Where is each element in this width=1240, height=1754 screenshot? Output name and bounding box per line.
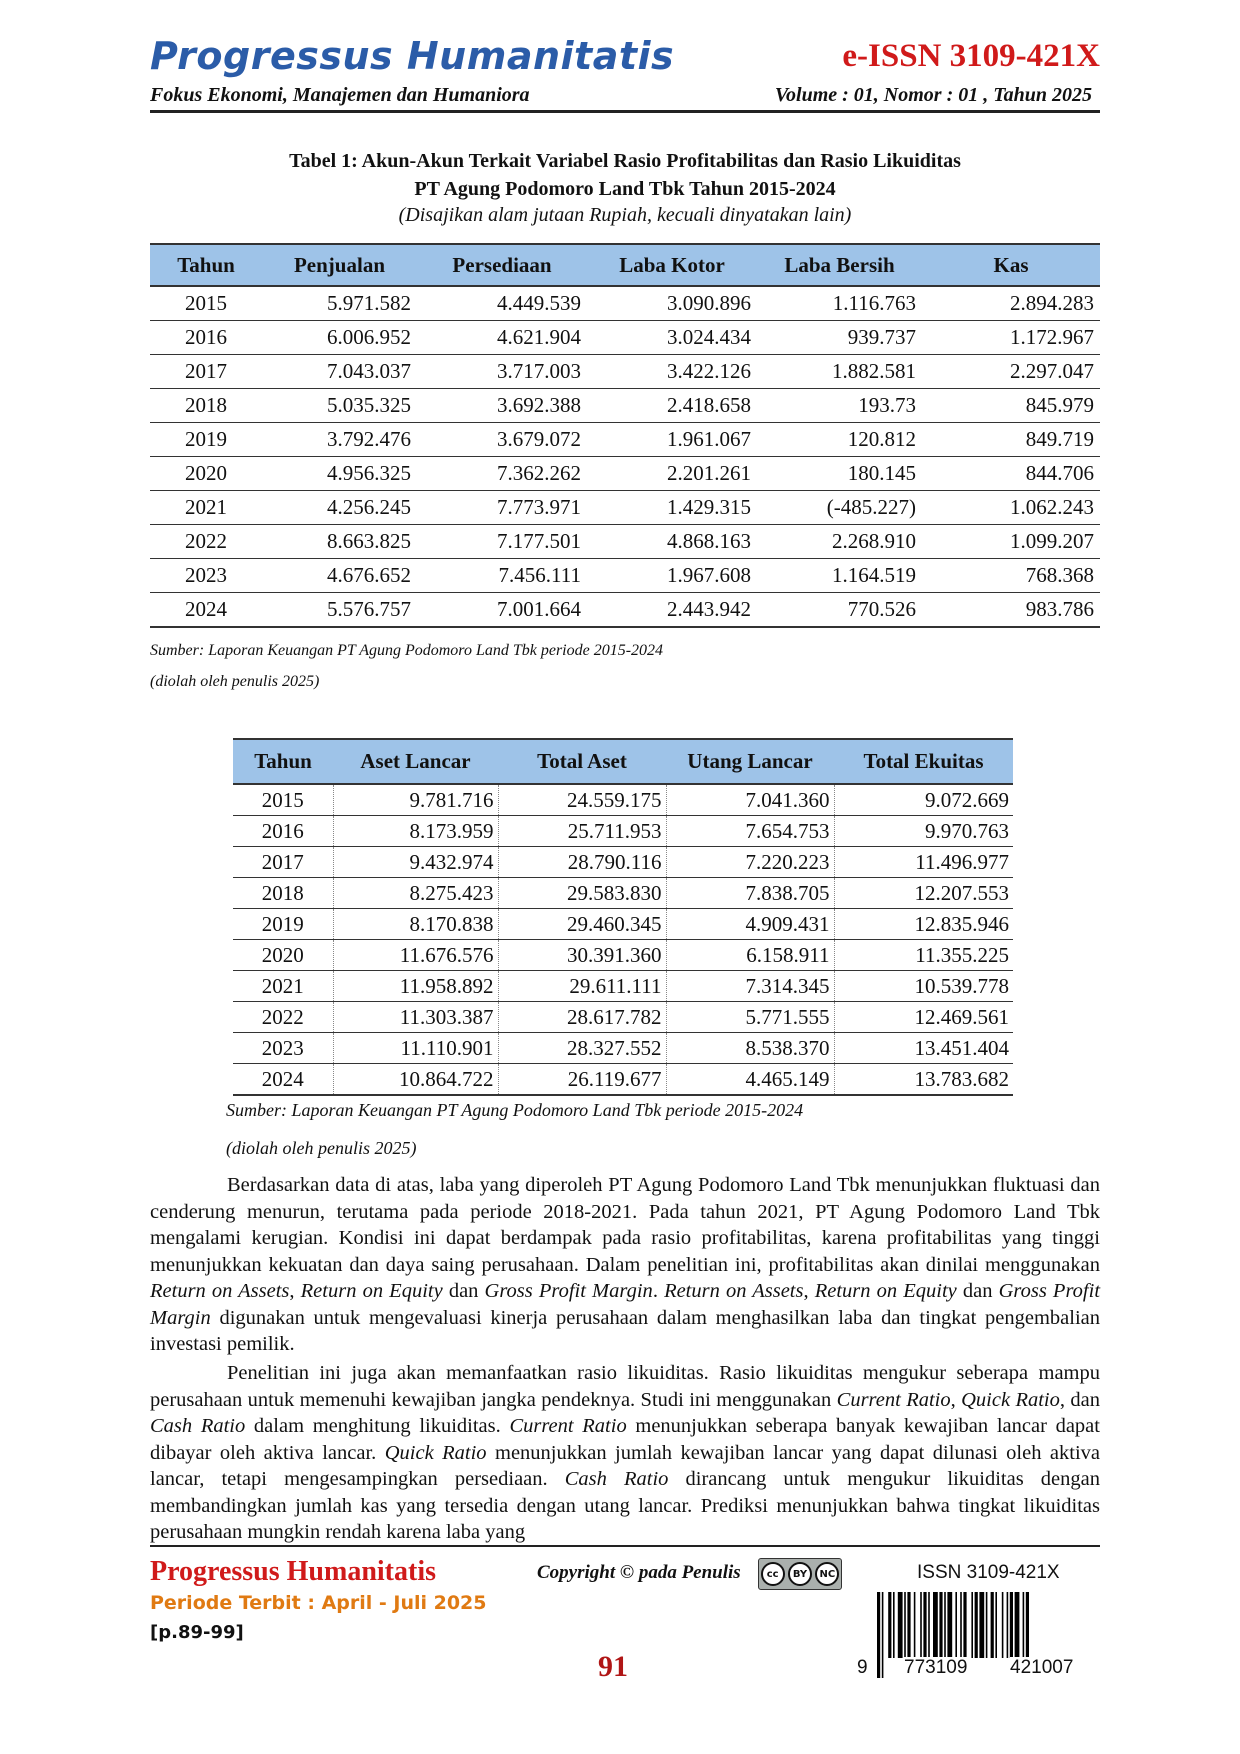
table-cell: 2016 xyxy=(233,816,333,847)
table-cell: 10.539.778 xyxy=(834,971,1013,1002)
table-row xyxy=(233,971,1013,1002)
term-roe: Return on Equity xyxy=(300,1280,443,1302)
barcode-bar xyxy=(963,1592,966,1658)
table2-body xyxy=(233,784,1013,1095)
table-cell: 5.971.582 xyxy=(262,286,417,321)
table-cell: 26.119.677 xyxy=(498,1064,666,1096)
table-cell: 3.090.896 xyxy=(587,286,757,321)
table-cell: 9.970.763 xyxy=(834,816,1013,847)
table-cell: 939.737 xyxy=(757,321,922,355)
barcode-bar xyxy=(991,1592,994,1658)
table-row xyxy=(150,355,1100,389)
table1 xyxy=(150,243,1100,628)
table1-body xyxy=(150,286,1100,627)
table-cell: 2017 xyxy=(150,355,262,389)
barcode-bar xyxy=(1007,1592,1009,1658)
table-cell: 768.368 xyxy=(922,559,1100,593)
table-cell: 9.432.974 xyxy=(333,847,498,878)
comma: , xyxy=(289,1280,301,1302)
term-roa: Return on Assets xyxy=(150,1280,290,1302)
table-cell: 28.617.782 xyxy=(498,1002,666,1033)
table-cell: 12.835.946 xyxy=(834,909,1013,940)
cc-by-icon: BY xyxy=(788,1562,812,1586)
table2-header-row xyxy=(233,739,1013,784)
table-row xyxy=(233,1064,1013,1096)
and-word: dan xyxy=(442,1280,485,1302)
volume-info: Volume : 01, Nomor : 01 , Tahun 2025 xyxy=(774,84,1092,106)
barcode-bar xyxy=(933,1592,938,1658)
barcode-bar xyxy=(1002,1592,1004,1658)
table-row xyxy=(150,525,1100,559)
table-row xyxy=(150,559,1100,593)
table-cell: 1.967.608 xyxy=(587,559,757,593)
footer-period: Periode Terbit : April - Juli 2025 xyxy=(150,1592,487,1614)
term-quick-ratio-2: Quick Ratio xyxy=(384,1441,487,1464)
barcode-bar xyxy=(1010,1592,1013,1658)
term-gpm: Gross Profit Margin xyxy=(484,1280,653,1302)
table-cell: 844.706 xyxy=(922,457,1100,491)
t2-header-total-ekuitas: Total Ekuitas xyxy=(834,739,1013,784)
table-cell: 983.786 xyxy=(922,593,1100,628)
t1-header-penjualan: Penjualan xyxy=(262,244,417,286)
barcode-bar xyxy=(960,1592,962,1658)
table1-processed-note: (diolah oleh penulis 2025) xyxy=(150,673,320,690)
barcode-bar xyxy=(898,1592,903,1658)
table-cell: 3.692.388 xyxy=(417,389,587,423)
table-cell: 120.812 xyxy=(757,423,922,457)
and-comma: , dan xyxy=(1059,1388,1100,1411)
table-cell: 2.201.261 xyxy=(587,457,757,491)
table-cell: 3.792.476 xyxy=(262,423,417,457)
period: . xyxy=(652,1280,665,1302)
table-cell: 1.099.207 xyxy=(922,525,1100,559)
table-row xyxy=(233,940,1013,971)
table-cell: 7.838.705 xyxy=(666,878,834,909)
table-row xyxy=(150,286,1100,321)
table-row xyxy=(150,457,1100,491)
table2 xyxy=(233,738,1013,1096)
t2-header-tahun: Tahun xyxy=(233,739,333,784)
table-cell: 11.303.387 xyxy=(333,1002,498,1033)
term-current-ratio: Current Ratio xyxy=(836,1388,951,1411)
table1-header-row xyxy=(150,244,1100,286)
footer-page-range: [p.89-99] xyxy=(150,1622,244,1643)
table1-caption-unit: (Disajikan alam jutaan Rupiah, kecuali dinyatakan lain) xyxy=(398,204,852,226)
table-cell: 8.275.423 xyxy=(333,878,498,909)
table-cell: 2024 xyxy=(150,593,262,628)
barcode-bar xyxy=(979,1592,984,1658)
table-cell: 7.220.223 xyxy=(666,847,834,878)
table-cell: 2015 xyxy=(150,286,262,321)
t1-header-laba-kotor: Laba Kotor xyxy=(587,244,757,286)
table2-source: Sumber: Laporan Keuangan PT Agung Podomoro Land Tbk periode 2015-2024 xyxy=(226,1100,804,1120)
term-cash-ratio-2: Cash Ratio xyxy=(564,1468,669,1490)
barcode-bar xyxy=(1015,1592,1020,1658)
journal-subtitle: Fokus Ekonomi, Manajemen dan Humaniora xyxy=(150,84,530,106)
cc-icon: cc xyxy=(761,1562,785,1586)
barcode-bar xyxy=(939,1592,942,1658)
barcode-bar xyxy=(995,1592,997,1658)
table-cell: 7.314.345 xyxy=(666,971,834,1002)
body-paragraph-1 xyxy=(150,1172,1100,1358)
footer-divider xyxy=(150,1545,1100,1547)
term-gpm-2: Gross Profit Margin xyxy=(150,1280,1101,1329)
table-cell: 5.035.325 xyxy=(262,389,417,423)
table2-processed-note: (diolah oleh penulis 2025) xyxy=(226,1138,417,1158)
table-row xyxy=(233,1033,1013,1064)
table-row xyxy=(150,491,1100,525)
issn-label: e-ISSN 3109-421X xyxy=(842,38,1100,74)
t2-header-aset-lancar: Aset Lancar xyxy=(333,739,498,784)
table-cell: 30.391.360 xyxy=(498,940,666,971)
t1-header-tahun: Tahun xyxy=(150,244,262,286)
page-number: 91 xyxy=(598,1650,628,1683)
table-cell: 2022 xyxy=(233,1002,333,1033)
barcode-bar xyxy=(877,1592,880,1678)
table-cell: 2021 xyxy=(233,971,333,1002)
table-cell: 4.868.163 xyxy=(587,525,757,559)
cc-nc-icon: NC xyxy=(815,1562,839,1586)
table-cell: 3.717.003 xyxy=(417,355,587,389)
table-cell: 7.362.262 xyxy=(417,457,587,491)
comma-3: , xyxy=(950,1388,962,1411)
copyright-notice: Copyright © pada Penulis xyxy=(537,1562,741,1583)
p1-text-b: digunakan untuk mengevaluasi kinerja perusahaan dalam menghasilkan laba dan tingkat pengembalian investasi pemilik. xyxy=(150,1306,1100,1355)
table-row xyxy=(150,593,1100,628)
table-cell: 13.783.682 xyxy=(834,1064,1013,1096)
table-cell: 7.043.037 xyxy=(262,355,417,389)
barcode-bar xyxy=(975,1592,978,1658)
table-cell: 4.621.904 xyxy=(417,321,587,355)
journal-title: Progressus Humanitatis xyxy=(150,34,675,78)
barcode-digit-prefix: 9 xyxy=(857,1657,868,1678)
table-row xyxy=(233,816,1013,847)
table-cell: 7.177.501 xyxy=(417,525,587,559)
p2-text-c: menunjukkan seberapa banyak kewajiban lancar dapat dibayar oleh aktiva lancar. xyxy=(150,1415,1100,1464)
table-cell: 9.072.669 xyxy=(834,784,1013,816)
table-cell: 3.679.072 xyxy=(417,423,587,457)
table-cell: 5.771.555 xyxy=(666,1002,834,1033)
table-cell: 11.676.576 xyxy=(333,940,498,971)
t1-header-kas: Kas xyxy=(922,244,1100,286)
barcode-issn-label: ISSN 3109-421X xyxy=(917,1562,1060,1583)
barcode-bar xyxy=(914,1592,916,1658)
table-cell: 9.781.716 xyxy=(333,784,498,816)
table-cell: 2018 xyxy=(150,389,262,423)
table-cell: 8.173.959 xyxy=(333,816,498,847)
t2-header-utang-lancar: Utang Lancar xyxy=(666,739,834,784)
table1-caption-title: Tabel 1: Akun-Akun Terkait Variabel Rasio Profitabilitas dan Rasio Likuiditas xyxy=(289,150,961,172)
p1-text-a: Berdasarkan data di atas, laba yang diperoleh PT Agung Podomoro Land Tbk menunjukkan fluktuasi dan cenderung menurun, terutama pada periode 2018-2021. Pada tahun 2021, PT Agung Podomoro Land Tbk mengalami kerugian. Kondisi ini dapat berdampak pada rasio profitabilitas, karena profitabilitas yang tinggi menunjukkan kekuatan dan daya saing perusahaan. Dalam penelitian ini, profitabilitas akan dinilai menggunakan xyxy=(150,1174,1100,1276)
table-cell: 11.958.892 xyxy=(333,971,498,1002)
barcode-bar xyxy=(947,1592,952,1658)
table-cell: 2.268.910 xyxy=(757,525,922,559)
term-current-ratio-2: Current Ratio xyxy=(509,1415,627,1437)
footer-journal-title: Progressus Humanitatis xyxy=(150,1556,436,1587)
table-cell: 4.256.245 xyxy=(262,491,417,525)
table-cell: 2.418.658 xyxy=(587,389,757,423)
barcode-bar xyxy=(971,1592,973,1658)
table-cell: 7.654.753 xyxy=(666,816,834,847)
table-cell: 2024 xyxy=(233,1064,333,1096)
table-row xyxy=(233,909,1013,940)
table-cell: 5.576.757 xyxy=(262,593,417,628)
table-cell: 4.449.539 xyxy=(417,286,587,321)
barcode-bar xyxy=(944,1592,946,1658)
table-cell: 2022 xyxy=(150,525,262,559)
table-cell: 6.006.952 xyxy=(262,321,417,355)
table-cell: 1.429.315 xyxy=(587,491,757,525)
table-cell: 2016 xyxy=(150,321,262,355)
table-cell: 2.894.283 xyxy=(922,286,1100,321)
table-cell: 11.355.225 xyxy=(834,940,1013,971)
table-cell: 2020 xyxy=(150,457,262,491)
table1-source: Sumber: Laporan Keuangan PT Agung Podomoro Land Tbk periode 2015-2024 xyxy=(150,642,664,659)
table-cell: 2021 xyxy=(150,491,262,525)
t1-header-laba-bersih: Laba Bersih xyxy=(757,244,922,286)
table-cell: 7.001.664 xyxy=(417,593,587,628)
table-cell: 4.909.431 xyxy=(666,909,834,940)
table-cell: 4.956.325 xyxy=(262,457,417,491)
table-cell: 6.158.911 xyxy=(666,940,834,971)
table-cell: 13.451.404 xyxy=(834,1033,1013,1064)
table-cell: 7.456.111 xyxy=(417,559,587,593)
table-cell: 2.297.047 xyxy=(922,355,1100,389)
table-cell: 4.676.652 xyxy=(262,559,417,593)
table-cell: 2015 xyxy=(233,784,333,816)
table-cell: 845.979 xyxy=(922,389,1100,423)
table-cell: 8.170.838 xyxy=(333,909,498,940)
barcode-bar xyxy=(923,1592,926,1658)
table-cell: 1.961.067 xyxy=(587,423,757,457)
table-cell: 2019 xyxy=(233,909,333,940)
table1-caption-company: PT Agung Podomoro Land Tbk Tahun 2015-2024 xyxy=(414,178,836,200)
body-paragraph-2 xyxy=(150,1360,1100,1546)
table-cell: (-485.227) xyxy=(757,491,922,525)
table-cell: 193.73 xyxy=(757,389,922,423)
table-cell: 29.460.345 xyxy=(498,909,666,940)
table-cell: 28.790.116 xyxy=(498,847,666,878)
term-roa-2: Return on Assets xyxy=(664,1280,804,1302)
comma-2: , xyxy=(803,1280,815,1302)
table-row xyxy=(233,1002,1013,1033)
table-cell: 2017 xyxy=(233,847,333,878)
table-cell: 24.559.175 xyxy=(498,784,666,816)
barcode-bar xyxy=(893,1592,895,1658)
p2-text-a: Penelitian ini juga akan memanfaatkan rasio likuiditas. Rasio likuiditas mengukur seberapa mampu perusahaan untuk memenuhi kewajiban jangka pendeknya. Studi ini menggunakan xyxy=(150,1362,1100,1411)
term-roe-2: Return on Equity xyxy=(814,1280,957,1302)
barcode-digits-left: 773109 xyxy=(904,1657,968,1678)
table-row xyxy=(233,784,1013,816)
table-cell: 180.145 xyxy=(757,457,922,491)
barcode-bar xyxy=(907,1592,910,1658)
barcode-bar xyxy=(986,1592,988,1658)
barcode-bar xyxy=(1023,1592,1025,1658)
table-cell: 29.583.830 xyxy=(498,878,666,909)
table-cell: 1.882.581 xyxy=(757,355,922,389)
table-cell: 11.496.977 xyxy=(834,847,1013,878)
table-cell: 849.719 xyxy=(922,423,1100,457)
table-cell: 2020 xyxy=(233,940,333,971)
table-cell: 1.172.967 xyxy=(922,321,1100,355)
table-cell: 2.443.942 xyxy=(587,593,757,628)
table-cell: 8.663.825 xyxy=(262,525,417,559)
barcode-bar xyxy=(920,1592,922,1658)
table-row xyxy=(233,878,1013,909)
and-word-2: dan xyxy=(956,1280,999,1302)
header-divider xyxy=(150,110,1100,113)
table-cell: 10.864.722 xyxy=(333,1064,498,1096)
table-cell: 29.611.111 xyxy=(498,971,666,1002)
table-row xyxy=(150,423,1100,457)
table-row xyxy=(150,389,1100,423)
term-quick-ratio: Quick Ratio xyxy=(961,1388,1060,1411)
table-cell: 2023 xyxy=(150,559,262,593)
table-cell: 12.469.561 xyxy=(834,1002,1013,1033)
barcode-bar xyxy=(904,1592,906,1658)
table-cell: 4.465.149 xyxy=(666,1064,834,1096)
table-cell: 12.207.553 xyxy=(834,878,1013,909)
table-row xyxy=(150,321,1100,355)
table-cell: 25.711.953 xyxy=(498,816,666,847)
table-cell: 3.422.126 xyxy=(587,355,757,389)
table-cell: 1.164.519 xyxy=(757,559,922,593)
table-cell: 770.526 xyxy=(757,593,922,628)
table-cell: 2023 xyxy=(233,1033,333,1064)
table-cell: 28.327.552 xyxy=(498,1033,666,1064)
table-cell: 8.538.370 xyxy=(666,1033,834,1064)
table-cell: 2019 xyxy=(150,423,262,457)
table-row xyxy=(233,847,1013,878)
table-cell: 3.024.434 xyxy=(587,321,757,355)
table-cell: 2018 xyxy=(233,878,333,909)
term-cash-ratio: Cash Ratio xyxy=(150,1415,246,1437)
barcode-bar xyxy=(928,1592,930,1658)
p2-text-d: menunjukkan jumlah kewajiban lancar yang dapat dilunasi oleh aktiva lancar, tetapi mengesampingkan persediaan. xyxy=(150,1441,1101,1490)
barcode-bar xyxy=(882,1592,884,1678)
table-cell: 7.041.360 xyxy=(666,784,834,816)
table-cell: 1.062.243 xyxy=(922,491,1100,525)
barcode-bar xyxy=(888,1592,891,1658)
t1-header-persediaan: Persediaan xyxy=(417,244,587,286)
table-cell: 11.110.901 xyxy=(333,1033,498,1064)
t2-header-total-aset: Total Aset xyxy=(498,739,666,784)
p2-text-e: dirancang untuk mengukur likuiditas dengan membandingkan jumlah kas yang tersedia dengan utang lancar. Prediksi menunjukkan bahwa tingkat likuiditas perusahaan mungkin rendah karena laba yang xyxy=(150,1468,1100,1543)
p2-text-b: dalam menghitung likuiditas. xyxy=(245,1415,510,1437)
barcode-digits-right: 421007 xyxy=(1010,1657,1074,1678)
table-cell: 7.773.971 xyxy=(417,491,587,525)
cc-license-badge xyxy=(758,1558,842,1590)
table-cell: 1.116.763 xyxy=(757,286,922,321)
